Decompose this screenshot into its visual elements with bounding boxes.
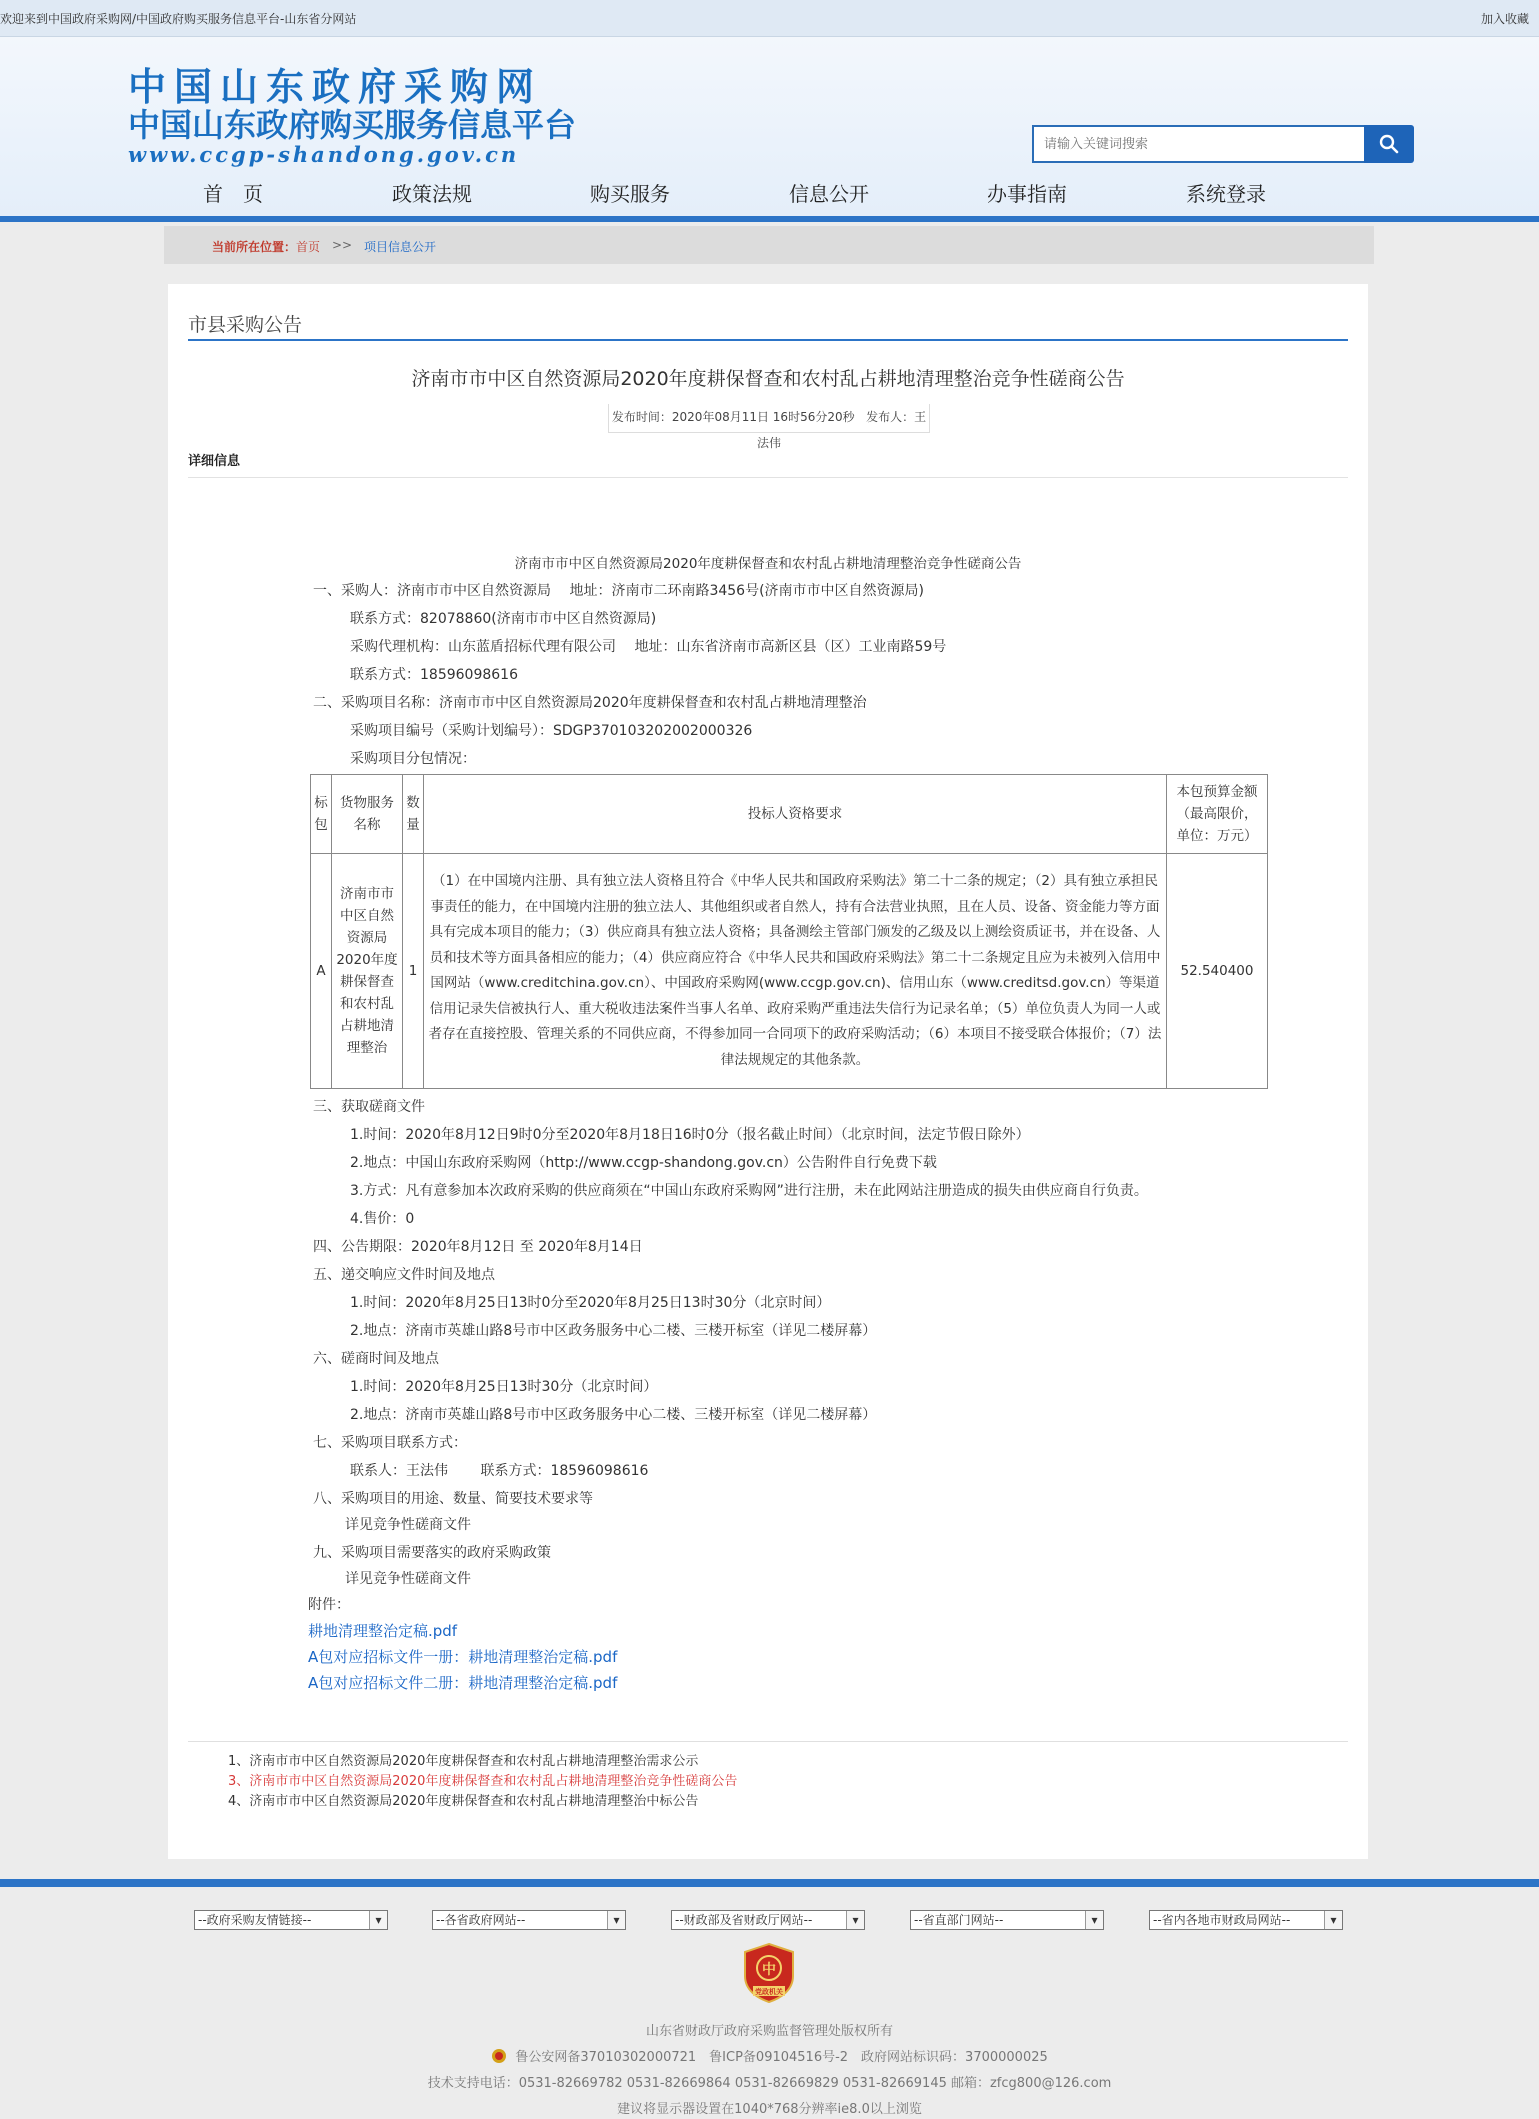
select-value: --政府采购友情链接-- <box>198 1913 312 1927</box>
provincial-gov-select[interactable] <box>432 1910 626 1930</box>
logo-subtitle: 中国山东政府购买服务信息平台 <box>128 106 577 144</box>
resolution-advice: 建议将显示器设置在1040*768分辨率ie8.0以上浏览 <box>617 2102 922 2117</box>
related-link-current[interactable]: 3、济南市市中区自然资源局2020年度耕保督查和农村乱占耕地清理整治竞争性磋商公告 <box>228 1774 738 1789</box>
text-line: 联系方式：82078860(济南市市中区自然资源局) <box>350 611 657 627</box>
publish-time: 发布时间：2020年08月11日 16时56分20秒 <box>611 410 855 424</box>
city-finance-select[interactable] <box>1149 1910 1343 1930</box>
main-nav <box>0 170 1539 214</box>
text-line: 采购代理机构：山东蓝盾招标代理有限公司 地址：山东省济南市高新区县（区）工业南路59号 <box>350 639 947 655</box>
text-line: 三、获取磋商文件 <box>313 1099 425 1115</box>
main-content <box>168 284 1368 1859</box>
attachment-link[interactable]: A包对应招标文件二册：耕地清理整治定稿.pdf <box>308 1674 618 1692</box>
text-line: 2.地点：济南市英雄山路8号市中区政务服务中心二楼、三楼开标室（详见二楼屏幕） <box>350 1323 877 1339</box>
nav-policy[interactable]: 政策法规 <box>392 182 472 206</box>
text-line: 七、采购项目联系方式： <box>313 1435 467 1451</box>
search-input[interactable] <box>1032 125 1384 163</box>
text-line: 1.时间：2020年8月25日13时0分至2020年8月25日13时30分（北京时间） <box>350 1295 831 1311</box>
badge-text: 党政机关 <box>755 1988 783 1996</box>
footer-divider <box>0 1879 1539 1887</box>
beian-text[interactable]: 鲁公安网备37010302000721 鲁ICP备09104516号-2 政府网站标识码：3700000025 <box>515 2050 1048 2065</box>
notice-title: 济南市市中区自然资源局2020年度耕保督查和农村乱占耕地清理整治竞争性磋商公告 <box>411 368 1125 390</box>
text-line: 详见竞争性磋商文件 <box>345 1571 471 1587</box>
text-line: 联系方式：18596098616 <box>350 667 518 683</box>
publisher: 发布人：王法伟 <box>756 410 927 450</box>
detail-divider <box>188 477 1348 478</box>
text-line: 二、采购项目名称：济南市市中区自然资源局2020年度耕保督查和农村乱占耕地清理整治 <box>313 695 867 711</box>
section-title: 市县采购公告 <box>188 314 303 336</box>
site-logo[interactable] <box>128 64 577 167</box>
chevron-down-icon: ▾ <box>369 1911 387 1929</box>
attachment-link[interactable]: 耕地清理整治定稿.pdf <box>308 1622 458 1640</box>
text-line: 1.时间：2020年8月12日9时0分至2020年8月18日16时0分（报名截止时间）（北京时间，法定节假日除外） <box>350 1127 1030 1143</box>
support-text: 技术支持电话：0531-82669782 0531-82669864 0531-82669829 0531-82669145 邮箱：zfcg800@126.com <box>427 2076 1112 2091</box>
chevron-down-icon: ▾ <box>1085 1911 1103 1929</box>
item-name-cell: 济南市市中区自然资源局2020年度耕保督查和农村乱占耕地清理整治 <box>332 854 403 1089</box>
text-line: 1.时间：2020年8月25日13时30分（北京时间） <box>350 1379 658 1395</box>
select-value: --财政部及省财政厅网站-- <box>675 1913 813 1927</box>
package-cell: A <box>311 854 332 1089</box>
quantity-cell: 1 <box>403 854 424 1089</box>
provincial-dept-select[interactable] <box>910 1910 1104 1930</box>
header-cell: 数量 <box>403 775 424 854</box>
search-button[interactable] <box>1364 125 1414 163</box>
header-cell: 标包 <box>311 775 332 854</box>
text-line: 一、采购人：济南市市中区自然资源局 地址：济南市二环南路3456号(济南市市中区自然资源局) <box>313 583 925 599</box>
chevron-down-icon: ▾ <box>607 1911 625 1929</box>
table-header-row <box>311 775 1268 854</box>
text-line: 五、递交响应文件时间及地点 <box>313 1267 495 1283</box>
related-link[interactable]: 1、济南市市中区自然资源局2020年度耕保督查和农村乱占耕地清理整治需求公示 <box>228 1754 699 1769</box>
attachment-link[interactable]: A包对应招标文件一册：耕地清理整治定稿.pdf <box>308 1648 618 1666</box>
finance-dept-select[interactable] <box>671 1910 865 1930</box>
nav-divider <box>0 216 1539 222</box>
notice-meta <box>608 404 930 450</box>
logo-title: 中国山东政府采购网 <box>128 64 543 109</box>
text-line: 2.地点：济南市英雄山路8号市中区政务服务中心二楼、三楼开标室（详见二楼屏幕） <box>350 1407 877 1423</box>
section-divider <box>188 339 1348 341</box>
text-line: 六、磋商时间及地点 <box>313 1351 439 1367</box>
select-value: --省内各地市财政局网站-- <box>1153 1913 1291 1927</box>
text-line: 采购项目编号（采购计划编号）：SDGP370103202002000326 <box>350 723 753 739</box>
chevron-down-icon: ▾ <box>1324 1911 1342 1929</box>
detail-heading: 详细信息 <box>188 454 241 469</box>
text-line: 采购项目分包情况： <box>350 751 476 767</box>
related-divider <box>188 1741 1348 1742</box>
copyright-text: 山东省财政厅政府采购监督管理处版权所有 <box>645 2024 893 2039</box>
text-line: 3.方式：凡有意参加本次政府采购的供应商须在“中国山东政府采购网”进行注册，未在此网站注册造成的损失由供应商自行负责。 <box>350 1183 1148 1199</box>
breadcrumb-separator: >> <box>332 238 353 252</box>
breadcrumb-home[interactable]: 首页 <box>296 240 321 254</box>
breadcrumb-label: 当前所在位置： <box>212 240 297 254</box>
requirements-cell: （1）在中国境内注册、具有独立法人资格且符合《中华人民共和国政府采购法》第二十二条的规定；（2）具有独立承担民事责任的能力，在中国境内注册的独立法人、其他组织或者自然人，持有合法营业执照，且在人员、设备、资金能力等方面具有完成本项目的能力；（3）供应商具有独立法人资格；具备测绘主管部门颁发的乙级及以上测绘资质证书，并在设备、人员和技术等方面具备相应的能力；（4）供应商应符合《中华人民共和国政府采购法》第二十二条规定且应为未被列入信用中国网站（www.creditchina.gov.cn）、中国政府采购网(www.ccgp.gov.cn)、信用山东（www.creditsd.gov.cn）等渠道信用记录失信被执行人、重大税收违法案件当事人名单、政府采购严重违法失信行为记录名单；（5）单位负责人为同一人或者存在直接控股、管理关系的不同供应商，不得参加同一合同项下的政府采购活动；（6）本项目不接受联合体报价；（7）法律法规规定的其他条款。 <box>424 854 1167 1089</box>
police-emblem-icon <box>491 2048 507 2064</box>
nav-info-public[interactable]: 信息公开 <box>789 182 869 206</box>
text-line: 2.地点：中国山东政府采购网（http://www.ccgp-shandong.gov.cn）公告附件自行免费下载 <box>350 1155 937 1171</box>
table-row <box>311 854 1268 1089</box>
header-cell: 货物服务名称 <box>332 775 403 854</box>
text-line: 详见竞争性磋商文件 <box>345 1517 471 1533</box>
select-value: --省直部门网站-- <box>914 1913 1004 1927</box>
nav-login[interactable]: 系统登录 <box>1186 182 1266 206</box>
add-favorite-link[interactable]: 加入收藏 <box>1480 12 1529 26</box>
svg-text:中: 中 <box>762 1962 776 1978</box>
text-line: 4.售价：0 <box>350 1211 415 1227</box>
text-line: 八、采购项目的用途、数量、简要技术要求等 <box>313 1491 593 1507</box>
header-cell: 本包预算金额（最高限价，单位：万元） <box>1167 775 1268 854</box>
friendly-links-select[interactable] <box>194 1910 388 1930</box>
attachments-label: 附件： <box>308 1597 350 1613</box>
top-bar <box>0 0 1539 37</box>
logo-url: www.ccgp-shandong.gov.cn <box>128 142 520 167</box>
header-cell: 投标人资格要求 <box>424 775 1167 854</box>
nav-home[interactable]: 首 页 <box>203 182 263 206</box>
nav-guide[interactable]: 办事指南 <box>987 182 1067 206</box>
welcome-text: 欢迎来到中国政府采购网/中国政府购买服务信息平台-山东省分网站 <box>0 12 357 26</box>
breadcrumb-current[interactable]: 项目信息公开 <box>364 240 437 254</box>
select-value: --各省政府网站-- <box>436 1913 526 1927</box>
budget-cell: 52.540400 <box>1167 854 1268 1089</box>
search-icon <box>1379 134 1399 154</box>
text-line: 九、采购项目需要落实的政府采购政策 <box>313 1545 551 1561</box>
breadcrumb <box>164 226 1374 264</box>
package-table <box>310 774 1268 1089</box>
related-link[interactable]: 4、济南市市中区自然资源局2020年度耕保督查和农村乱占耕地清理整治中标公告 <box>228 1794 699 1809</box>
party-government-badge-icon[interactable] <box>741 1942 797 2004</box>
text-line: 四、公告期限：2020年8月12日 至 2020年8月14日 <box>313 1239 643 1255</box>
nav-purchase-service[interactable]: 购买服务 <box>590 182 670 206</box>
inner-title: 济南市市中区自然资源局2020年度耕保督查和农村乱占耕地清理整治竞争性磋商公告 <box>514 556 1022 572</box>
search-box <box>1032 125 1415 163</box>
beian-line <box>0 2046 1539 2065</box>
chevron-down-icon: ▾ <box>846 1911 864 1929</box>
text-line: 联系人：王法伟 联系方式：18596098616 <box>350 1463 649 1479</box>
